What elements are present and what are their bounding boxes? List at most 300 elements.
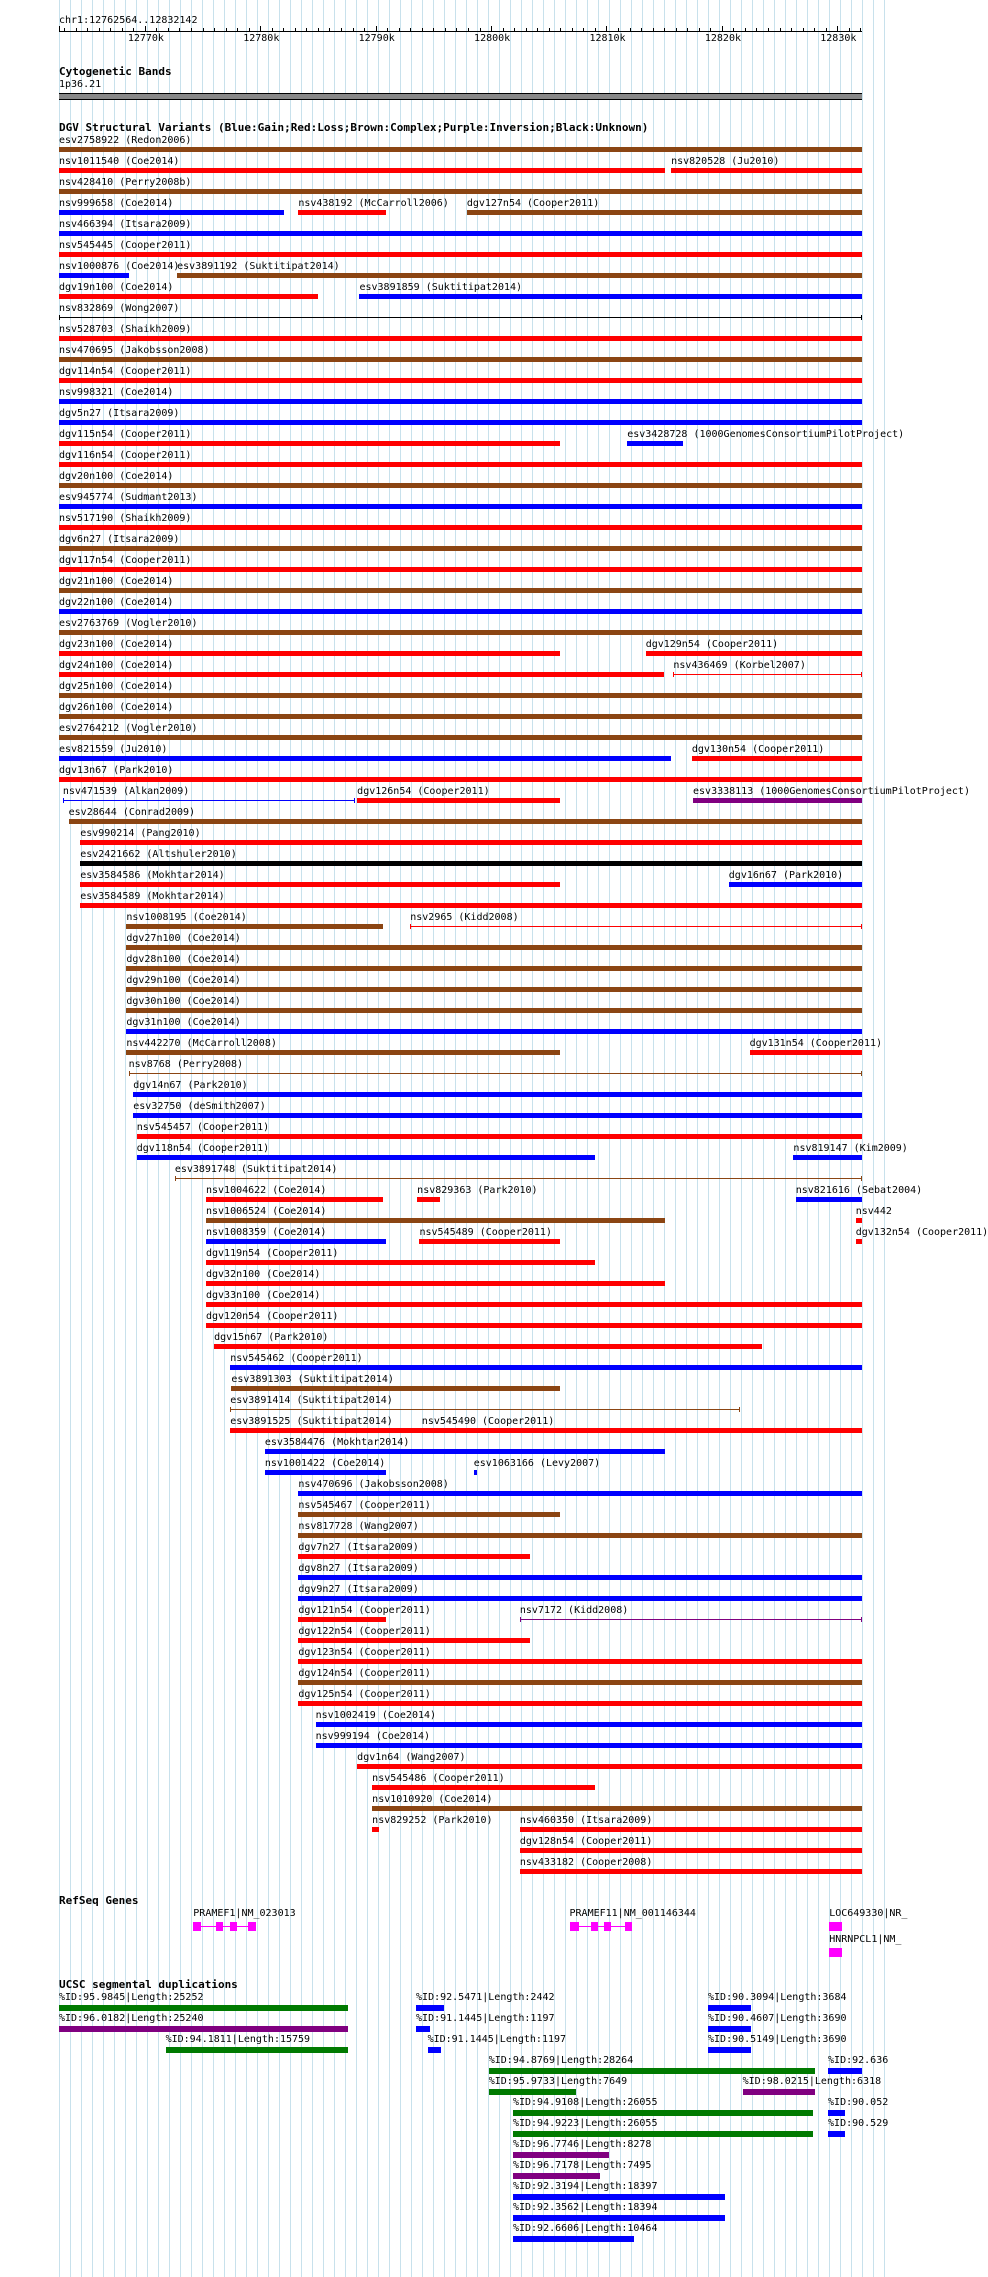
sv-bar[interactable] <box>692 756 862 761</box>
cytoband-label: 1p36.21 <box>59 79 102 90</box>
ruler-tick <box>641 28 642 32</box>
segdup-label: %ID:96.7746|Length:8278 <box>512 2139 652 2150</box>
sv-bar[interactable] <box>59 168 665 173</box>
ruler-tick <box>249 28 250 32</box>
sv-bar[interactable] <box>59 252 862 257</box>
sv-label: nsv433182 (Cooper2008) <box>519 1857 653 1868</box>
sv-bar-end <box>861 1176 862 1181</box>
sv-label: nsv470696 (Jakobsson2008) <box>298 1479 449 1490</box>
sv-label: nsv460350 (Itsara2009) <box>519 1815 653 1826</box>
segdup-bar[interactable] <box>513 2110 813 2116</box>
sv-label: dgv14n67 (Park2010) <box>133 1080 248 1091</box>
sv-label: nsv1008359 (Coe2014) <box>205 1227 327 1238</box>
ruler-tick <box>676 28 677 32</box>
sv-bar[interactable] <box>298 1491 862 1496</box>
segdup-label: %ID:94.9223|Length:26055 <box>512 2118 658 2129</box>
ruler-tick-label: 12770k <box>127 33 164 44</box>
sv-bar[interactable] <box>59 357 862 362</box>
sv-label: esv3338113 (1000GenomesConsortiumPilotProject) <box>693 786 970 797</box>
sv-label: nsv999658 (Coe2014) <box>59 198 174 209</box>
sv-label: nsv466394 (Itsara2009) <box>59 219 192 230</box>
grid-line <box>81 0 82 2277</box>
sv-bar-end <box>861 672 862 677</box>
sv-bar[interactable] <box>80 882 560 887</box>
sv-bar[interactable] <box>474 1470 477 1475</box>
segdup-bar[interactable] <box>513 2173 600 2179</box>
ruler-tick <box>110 28 111 32</box>
sv-bar[interactable] <box>59 651 560 656</box>
gene-exon[interactable] <box>591 1922 598 1931</box>
sv-bar[interactable] <box>298 1512 560 1517</box>
segdup-label: %ID:96.7178|Length:7495 <box>512 2160 652 2171</box>
ruler-tick <box>456 28 457 32</box>
ruler-tick <box>687 28 688 32</box>
sv-bar-thin[interactable] <box>129 1073 862 1074</box>
sv-bar[interactable] <box>133 1092 862 1097</box>
gene-label: PRAMEF1|NM_023013 <box>193 1908 296 1919</box>
sv-bar-start <box>520 1617 521 1622</box>
gene-exon[interactable] <box>216 1922 223 1931</box>
sv-label: nsv1004622 (Coe2014) <box>205 1185 327 1196</box>
sv-label: dgv131n54 (Cooper2011) <box>749 1038 883 1049</box>
sv-bar-thin[interactable] <box>230 1409 740 1410</box>
sv-bar[interactable] <box>520 1827 862 1832</box>
sv-bar[interactable] <box>206 1218 665 1223</box>
sv-bar[interactable] <box>59 441 560 446</box>
segdup-label: %ID:92.5471|Length:2442 <box>416 1992 555 2003</box>
ruler-tick <box>133 28 134 32</box>
sv-label: nsv2965 (Kidd2008) <box>410 912 519 923</box>
sv-label: nsv545457 (Cooper2011) <box>136 1122 270 1133</box>
sv-bar[interactable] <box>59 399 862 404</box>
grid-line <box>70 0 71 2277</box>
gene-exon[interactable] <box>604 1922 611 1931</box>
gene-exon[interactable] <box>248 1922 256 1931</box>
sv-bar-thin[interactable] <box>520 1619 862 1620</box>
sv-bar[interactable] <box>729 882 862 887</box>
ruler-tick <box>780 28 781 32</box>
segdup-bar[interactable] <box>489 2089 577 2095</box>
sv-bar-thin[interactable] <box>59 317 862 318</box>
sv-bar[interactable] <box>126 1029 862 1034</box>
sv-bar[interactable] <box>59 147 862 152</box>
ruler-tick <box>387 28 388 32</box>
sv-bar[interactable] <box>359 294 862 299</box>
gene-exon[interactable] <box>193 1922 201 1931</box>
sv-label: esv2421662 (Altshuler2010) <box>80 849 237 860</box>
sv-bar-start <box>230 1407 231 1412</box>
sv-bar[interactable] <box>265 1449 665 1454</box>
sv-bar[interactable] <box>298 1533 862 1538</box>
segdup-bar[interactable] <box>513 2236 634 2242</box>
segdup-bar[interactable] <box>59 2005 348 2011</box>
sv-bar[interactable] <box>59 714 862 719</box>
sv-bar[interactable] <box>59 294 318 299</box>
sv-bar[interactable] <box>856 1239 862 1244</box>
sv-bar-start <box>673 672 674 677</box>
gene-label: LOC649330|NR_ <box>829 1908 908 1919</box>
sv-bar[interactable] <box>59 210 284 215</box>
sv-label: dgv114n54 (Cooper2011) <box>59 366 192 377</box>
sv-label: nsv545489 (Cooper2011) <box>419 1227 552 1238</box>
cytogenetic-bands-title: Cytogenetic Bands <box>59 65 172 78</box>
segdup-bar[interactable] <box>743 2089 816 2095</box>
sv-label: dgv6n27 (Itsara2009) <box>59 534 180 545</box>
sv-bar-end <box>354 798 355 803</box>
sv-label: esv3891859 (Suktitipat2014) <box>359 282 523 293</box>
grid-line <box>59 0 60 2277</box>
ruler-tick <box>549 28 550 32</box>
ruler-tick <box>630 28 631 32</box>
sv-label: nsv528703 (Shaikh2009) <box>59 324 192 335</box>
sv-label: nsv471539 (Alkan2009) <box>62 786 190 797</box>
segdup-label: %ID:92.3562|Length:18394 <box>512 2202 658 2213</box>
segdup-bar[interactable] <box>489 2068 816 2074</box>
sv-label: dgv28n100 (Coe2014) <box>126 954 241 965</box>
segdup-label: %ID:90.3094|Length:3684 <box>708 1992 847 2003</box>
segdup-label: %ID:90.529 <box>828 2118 889 2129</box>
sv-bar[interactable] <box>126 1008 862 1013</box>
sv-label: dgv25n100 (Coe2014) <box>59 681 174 692</box>
ruler-tick <box>664 28 665 32</box>
ruler-tick <box>353 28 354 32</box>
sv-label: esv3584476 (Mokhtar2014) <box>264 1437 410 1448</box>
sv-label: esv3891303 (Suktitipat2014) <box>231 1374 394 1385</box>
sv-label: nsv998321 (Coe2014) <box>59 387 174 398</box>
sv-label: dgv23n100 (Coe2014) <box>59 639 174 650</box>
ruler-tick <box>618 28 619 32</box>
ruler-tick <box>514 28 515 32</box>
sv-bar-end <box>861 924 862 929</box>
ruler-tick <box>849 28 850 32</box>
ruler-tick <box>179 28 180 32</box>
sv-bar[interactable] <box>298 1554 530 1559</box>
sv-bar[interactable] <box>206 1260 595 1265</box>
sv-bar[interactable] <box>419 1239 560 1244</box>
ruler-tick <box>272 28 273 32</box>
sv-label: dgv129n54 (Cooper2011) <box>645 639 779 650</box>
sv-bar-start <box>410 924 411 929</box>
segdup-label: %ID:98.0215|Length:6318 <box>742 2076 882 2087</box>
sv-label: dgv122n54 (Cooper2011) <box>298 1626 431 1637</box>
ruler-tick <box>491 26 492 32</box>
ruler-tick <box>710 28 711 32</box>
sv-bar[interactable] <box>206 1323 862 1328</box>
sv-bar-thin[interactable] <box>63 800 355 801</box>
sv-bar-thin[interactable] <box>175 1178 862 1179</box>
ruler-tick-label: 12810k <box>589 33 626 44</box>
ruler-tick <box>168 28 169 32</box>
sv-label: nsv545486 (Cooper2011) <box>372 1773 505 1784</box>
sv-bar[interactable] <box>206 1302 862 1307</box>
segdup-bar[interactable] <box>513 2215 725 2221</box>
segdup-bar[interactable] <box>513 2152 609 2158</box>
segdup-bar[interactable] <box>828 2068 862 2074</box>
ruler-tick <box>145 26 146 32</box>
segdup-bar[interactable] <box>513 2131 813 2137</box>
sv-bar[interactable] <box>467 210 862 215</box>
sv-bar[interactable] <box>137 1134 862 1139</box>
sv-label: esv3891748 (Suktitipat2014) <box>174 1164 338 1175</box>
ruler-tick <box>376 26 377 32</box>
sv-bar[interactable] <box>298 210 386 215</box>
sv-bar[interactable] <box>59 777 862 782</box>
segdup-label: %ID:90.052 <box>828 2097 889 2108</box>
sv-bar[interactable] <box>520 1869 862 1874</box>
ruler-tick <box>480 28 481 32</box>
grid-line <box>125 0 126 2277</box>
grid-line <box>103 0 104 2277</box>
sv-label: dgv29n100 (Coe2014) <box>126 975 241 986</box>
sv-label: esv32750 (deSmith2007) <box>133 1101 266 1112</box>
sv-bar[interactable] <box>206 1281 665 1286</box>
sv-bar[interactable] <box>417 1197 440 1202</box>
sv-bar[interactable] <box>59 672 664 677</box>
ruler-tick <box>756 28 757 32</box>
segdup-bar[interactable] <box>416 2005 444 2011</box>
sv-bar[interactable] <box>59 378 862 383</box>
sv-bar-thin[interactable] <box>673 674 862 675</box>
segdup-label: %ID:92.6606|Length:10464 <box>512 2223 658 2234</box>
sv-bar[interactable] <box>298 1701 862 1706</box>
sv-bar[interactable] <box>230 1365 862 1370</box>
sv-bar[interactable] <box>856 1218 862 1223</box>
sv-label: dgv116n54 (Cooper2011) <box>59 450 192 461</box>
sv-label: esv1063166 (Levy2007) <box>473 1458 601 1469</box>
sv-bar[interactable] <box>59 609 862 614</box>
sv-bar[interactable] <box>316 1743 862 1748</box>
sv-bar-end <box>861 1071 862 1076</box>
sv-label: nsv1000876 (Coe2014) <box>59 261 180 272</box>
sv-bar[interactable] <box>372 1806 862 1811</box>
sv-bar[interactable] <box>750 1050 862 1055</box>
sv-label: dgv27n100 (Coe2014) <box>126 933 241 944</box>
segdup-bar[interactable] <box>166 2047 348 2053</box>
sv-bar[interactable] <box>796 1197 862 1202</box>
sv-bar[interactable] <box>59 189 862 194</box>
ruler-tick <box>156 28 157 32</box>
sv-label: esv3428728 (1000GenomesConsortiumPilotProject) <box>627 429 905 440</box>
dgv-track-title: DGV Structural Variants (Blue:Gain;Red:Loss;Brown:Complex;Purple:Inversion;Black:Unknown) <box>59 121 649 134</box>
sv-label: dgv132n54 (Cooper2011) <box>855 1227 988 1238</box>
sv-label: dgv115n54 (Cooper2011) <box>59 429 192 440</box>
ruler-tick <box>722 26 723 32</box>
refseq-track-title: RefSeq Genes <box>59 1894 139 1907</box>
sv-bar[interactable] <box>137 1155 595 1160</box>
segdup-bar[interactable] <box>513 2194 725 2200</box>
sv-label: dgv127n54 (Cooper2011) <box>466 198 600 209</box>
sv-bar[interactable] <box>231 1386 560 1391</box>
ruler-tick <box>237 28 238 32</box>
sv-bar[interactable] <box>520 1848 862 1853</box>
sv-label: nsv999194 (Coe2014) <box>315 1731 431 1742</box>
ruler-tick <box>699 28 700 32</box>
ruler-tick <box>468 28 469 32</box>
sv-bar[interactable] <box>59 693 862 698</box>
segdup-bar[interactable] <box>708 2005 751 2011</box>
sv-label: nsv517190 (Shaikh2009) <box>59 513 192 524</box>
sv-label: dgv130n54 (Cooper2011) <box>691 744 825 755</box>
ruler-tick <box>595 28 596 32</box>
sv-bar-end <box>861 315 862 320</box>
sv-bar[interactable] <box>357 1764 862 1769</box>
gene-exon[interactable] <box>829 1922 842 1931</box>
sv-label: dgv8n27 (Itsara2009) <box>298 1563 419 1574</box>
sv-label: dgv119n54 (Cooper2011) <box>205 1248 339 1259</box>
ruler-tick-label: 12790k <box>358 33 395 44</box>
sv-label: nsv442 <box>855 1206 892 1217</box>
sv-label: dgv19n100 (Coe2014) <box>59 282 174 293</box>
sv-bar[interactable] <box>59 273 129 278</box>
sv-label: esv990214 (Pang2010) <box>80 828 201 839</box>
cytoband-bar[interactable] <box>59 93 862 100</box>
sv-bar[interactable] <box>59 735 862 740</box>
sv-bar[interactable] <box>59 231 862 236</box>
ruler-tick-label: 12830k <box>820 33 857 44</box>
sv-label: nsv545467 (Cooper2011) <box>298 1500 431 1511</box>
sv-bar[interactable] <box>671 168 862 173</box>
sv-bar[interactable] <box>80 903 862 908</box>
sv-label: nsv829363 (Park2010) <box>417 1185 538 1196</box>
sv-label: dgv20n100 (Coe2014) <box>59 471 174 482</box>
sv-bar[interactable] <box>59 546 862 551</box>
ruler-tick <box>503 28 504 32</box>
ruler-tick <box>329 28 330 32</box>
sv-bar[interactable] <box>59 756 671 761</box>
sv-label: esv945774 (Sudmant2013) <box>59 492 198 503</box>
gene-intron-line <box>570 1926 632 1927</box>
sv-bar[interactable] <box>69 819 862 824</box>
sv-label: nsv1006524 (Coe2014) <box>205 1206 327 1217</box>
sv-bar[interactable] <box>298 1596 862 1601</box>
sv-bar[interactable] <box>372 1785 595 1790</box>
sv-bar[interactable] <box>206 1197 383 1202</box>
sv-bar[interactable] <box>59 630 862 635</box>
segdup-bar[interactable] <box>416 2026 430 2032</box>
sv-label: dgv26n100 (Coe2014) <box>59 702 174 713</box>
sv-bar[interactable] <box>316 1722 862 1727</box>
sv-bar[interactable] <box>627 441 682 446</box>
segdup-bar[interactable] <box>59 2026 348 2032</box>
sv-label: nsv832869 (Wong2007) <box>59 303 180 314</box>
sv-label: nsv1011540 (Coe2014) <box>59 156 180 167</box>
segdup-bar[interactable] <box>828 2131 845 2137</box>
sv-label: dgv9n27 (Itsara2009) <box>298 1584 419 1595</box>
segdup-label: %ID:90.5149|Length:3690 <box>708 2034 847 2045</box>
sv-label: nsv7172 (Kidd2008) <box>519 1605 629 1616</box>
sv-bar-thin[interactable] <box>410 926 862 927</box>
segdup-bar[interactable] <box>828 2110 845 2116</box>
sv-label: nsv438192 (McCarroll2006) <box>298 198 449 209</box>
ruler-tick <box>318 28 319 32</box>
gene-label: PRAMEF11|NM_001146344 <box>569 1908 696 1919</box>
sv-label: dgv32n100 (Coe2014) <box>205 1269 321 1280</box>
gene-exon[interactable] <box>570 1922 579 1931</box>
gene-exon[interactable] <box>625 1922 632 1931</box>
sv-label: esv3584589 (Mokhtar2014) <box>80 891 225 902</box>
sv-bar[interactable] <box>80 861 862 866</box>
ruler-tick <box>422 28 423 32</box>
ruler-tick <box>583 28 584 32</box>
sv-bar[interactable] <box>59 462 862 467</box>
sv-bar[interactable] <box>126 987 862 992</box>
sv-bar[interactable] <box>357 798 560 803</box>
sv-label: dgv21n100 (Coe2014) <box>59 576 174 587</box>
sv-bar[interactable] <box>59 567 862 572</box>
segdup-bar[interactable] <box>708 2047 751 2053</box>
grid-line <box>114 0 115 2277</box>
sv-label: nsv545462 (Cooper2011) <box>230 1353 363 1364</box>
sv-bar[interactable] <box>126 945 862 950</box>
sv-bar[interactable] <box>298 1617 386 1622</box>
segdup-label: %ID:96.0182|Length:25240 <box>59 2013 204 2024</box>
sv-bar[interactable] <box>298 1659 862 1664</box>
sv-bar[interactable] <box>372 1827 379 1832</box>
sv-bar[interactable] <box>59 420 862 425</box>
sv-bar[interactable] <box>177 273 862 278</box>
sv-label: nsv428410 (Perry2008b) <box>59 177 192 188</box>
ruler-tick <box>226 28 227 32</box>
sv-bar[interactable] <box>646 651 862 656</box>
ruler-tick <box>826 28 827 32</box>
sv-bar[interactable] <box>422 1428 746 1433</box>
gene-exon[interactable] <box>230 1922 237 1931</box>
sv-bar[interactable] <box>298 1680 862 1685</box>
ruler-tick <box>768 28 769 32</box>
ruler-tick <box>87 28 88 32</box>
ruler-tick <box>433 28 434 32</box>
sv-bar[interactable] <box>59 525 862 530</box>
ruler-tick <box>214 28 215 32</box>
ruler-tick <box>606 26 607 32</box>
sv-label: dgv120n54 (Cooper2011) <box>205 1311 339 1322</box>
sv-bar[interactable] <box>126 1050 560 1055</box>
sv-bar[interactable] <box>298 1575 862 1580</box>
sv-bar[interactable] <box>59 336 862 341</box>
sv-label: nsv1001422 (Coe2014) <box>264 1458 386 1469</box>
sv-bar[interactable] <box>265 1470 386 1475</box>
sv-label: nsv1010920 (Coe2014) <box>372 1794 493 1805</box>
sv-label: nsv817728 (Wang2007) <box>298 1521 419 1532</box>
sv-label: dgv123n54 (Cooper2011) <box>298 1647 431 1658</box>
sv-bar[interactable] <box>126 966 862 971</box>
sv-bar[interactable] <box>298 1638 530 1643</box>
segdup-label: %ID:92.3194|Length:18397 <box>512 2181 658 2192</box>
sv-bar[interactable] <box>59 504 862 509</box>
sv-bar[interactable] <box>59 483 862 488</box>
sv-label: dgv128n54 (Cooper2011) <box>519 1836 653 1847</box>
sv-label: dgv16n67 (Park2010) <box>728 870 844 881</box>
sv-bar-start <box>129 1071 130 1076</box>
sv-bar-end <box>739 1407 740 1412</box>
sv-bar[interactable] <box>133 1113 862 1118</box>
sv-bar-end <box>861 1617 862 1622</box>
sv-bar[interactable] <box>126 924 382 929</box>
segdup-bar[interactable] <box>428 2047 442 2053</box>
sv-label: dgv24n100 (Coe2014) <box>59 660 174 671</box>
sv-bar[interactable] <box>214 1344 762 1349</box>
ruler-tick <box>733 28 734 32</box>
segdup-bar[interactable] <box>708 2026 751 2032</box>
sv-label: nsv470695 (Jakobsson2008) <box>59 345 210 356</box>
sv-bar[interactable] <box>793 1155 862 1160</box>
ruler-tick <box>399 28 400 32</box>
gene-exon[interactable] <box>829 1948 842 1957</box>
sv-bar[interactable] <box>59 588 862 593</box>
sv-bar[interactable] <box>693 798 862 803</box>
sv-bar[interactable] <box>80 840 862 845</box>
sv-bar[interactable] <box>206 1239 386 1244</box>
